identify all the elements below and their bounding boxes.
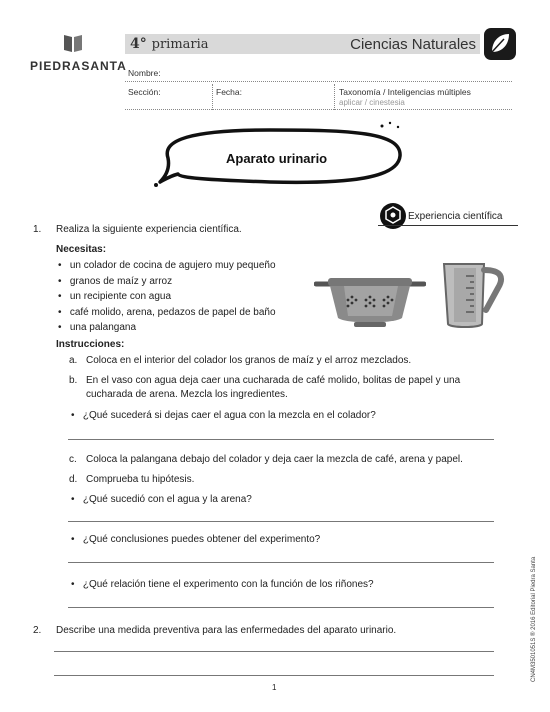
section-underline [378, 225, 518, 226]
page-number: 1 [272, 683, 277, 692]
step-letter: c. [69, 454, 77, 465]
step-letter: a. [69, 355, 78, 366]
subject-title: Ciencias Naturales [350, 36, 476, 53]
answer-line[interactable] [68, 562, 494, 563]
field-divider [334, 84, 335, 110]
answer-line[interactable] [54, 651, 494, 652]
grade-label: 4° primaria [130, 36, 209, 52]
step-letter: b. [69, 375, 78, 386]
taxonomy-label: Taxonomía / Inteligencias múltiples [339, 87, 471, 97]
publisher-logo: PIEDRASANTA [30, 59, 127, 73]
section-date-field[interactable] [125, 109, 512, 110]
list-item: • ¿Qué relación tiene el experimento con la función de los riñones? [71, 579, 374, 590]
taxonomy-values: aplicar / cinestesia [339, 98, 405, 107]
instructions-heading: Instrucciones: [56, 339, 125, 350]
question-text: Describe una medida preventiva para las enfermedades del aparato urinario. [56, 625, 397, 636]
list-item: • ¿Qué conclusiones puedes obtener del experimento? [71, 534, 321, 545]
needs-heading: Necesitas: [56, 244, 107, 255]
list-item: • una palangana [58, 322, 137, 333]
answer-line[interactable] [68, 439, 494, 440]
section-label: Sección: [128, 87, 161, 97]
list-item: • ¿Qué sucederá si dejas caer el agua con la mezcla en el colador? [71, 410, 376, 421]
date-label: Fecha: [216, 87, 242, 97]
leaf-icon [484, 28, 516, 60]
answer-line[interactable] [68, 607, 494, 608]
step-b-line2: cucharada de arena. Mezcla los ingredientes. [86, 389, 288, 400]
list-item: • café molido, arena, pedazos de papel de baño [58, 307, 276, 318]
step-letter: d. [69, 474, 78, 485]
name-field[interactable] [125, 81, 512, 82]
question-text: Realiza la siguiente experiencia científica. [56, 224, 242, 235]
list-item: • ¿Qué sucedió con el agua y la arena? [71, 494, 252, 505]
open-book-icon [62, 32, 84, 54]
publisher-code: CN4M3501051S ® 2016 Editorial Piedra Santa [531, 556, 537, 682]
answer-line[interactable] [68, 521, 494, 522]
question-number: 2. [33, 625, 42, 636]
measuring-jug-icon [440, 258, 506, 330]
section-tag: Experiencia científica [408, 211, 503, 222]
list-item: • granos de maíz y arroz [58, 276, 173, 287]
field-divider [212, 84, 213, 110]
step-d: Comprueba tu hipótesis. [86, 474, 195, 485]
list-item: • un colador de cocina de agujero muy pequeño [58, 260, 276, 271]
answer-line[interactable] [54, 675, 494, 676]
worksheet-title: Aparato urinario [226, 151, 328, 166]
step-b-line1: En el vaso con agua deja caer una cucharada de café molido, bolitas de papel y una [86, 375, 461, 386]
colander-icon [314, 270, 426, 330]
step-c: Coloca la palangana debajo del colador y deja caer la mezcla de café, arena y papel. [86, 454, 463, 465]
list-item: • un recipiente con agua [58, 291, 172, 302]
step-a: Coloca en el interior del colador los granos de maíz y el arroz mezclados. [86, 355, 412, 366]
name-label: Nombre: [128, 68, 161, 78]
question-number: 1. [33, 224, 42, 235]
